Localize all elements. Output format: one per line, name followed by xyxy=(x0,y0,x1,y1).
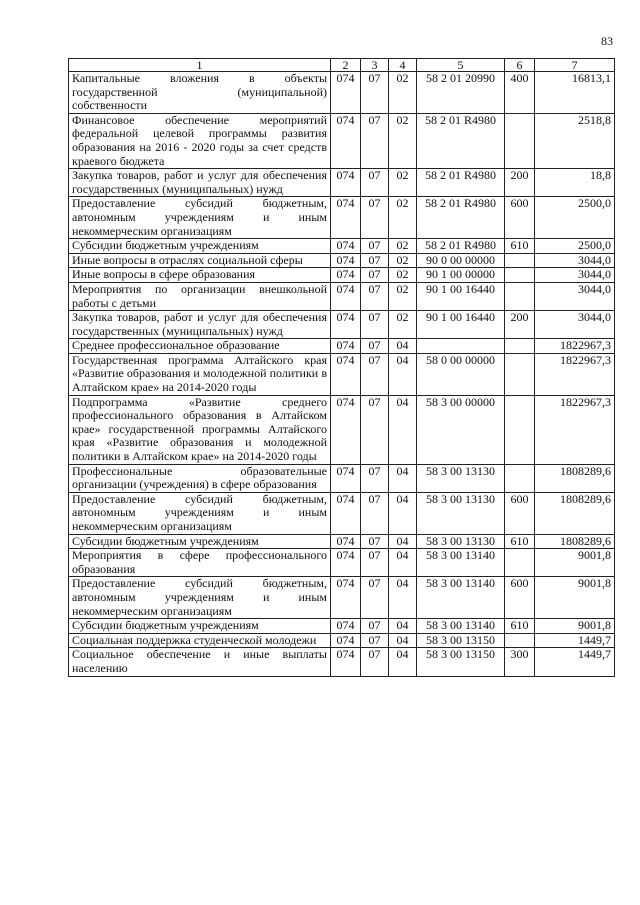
target-article-code: 58 3 00 13140 xyxy=(417,619,505,634)
subsection-code: 02 xyxy=(389,72,417,114)
item-name: Мероприятия в сфере профессионального образования xyxy=(69,549,331,577)
section-code: 07 xyxy=(361,549,389,577)
section-code: 07 xyxy=(361,72,389,114)
table-row xyxy=(69,534,615,549)
amount: 1822967,3 xyxy=(535,395,615,464)
expense-type-code xyxy=(505,633,535,648)
table-row xyxy=(69,464,615,492)
ministry-code: 074 xyxy=(331,268,361,283)
target-article-code: 58 0 00 00000 xyxy=(417,353,505,395)
section-code: 07 xyxy=(361,577,389,619)
subsection-code: 02 xyxy=(389,197,417,239)
ministry-code: 074 xyxy=(331,395,361,464)
table-row xyxy=(69,311,615,339)
amount: 1449,7 xyxy=(535,633,615,648)
ministry-code: 074 xyxy=(331,549,361,577)
subsection-code: 04 xyxy=(389,619,417,634)
target-article-code: 58 2 01 R4980 xyxy=(417,239,505,254)
section-code: 07 xyxy=(361,353,389,395)
expense-type-code: 600 xyxy=(505,492,535,534)
subsection-code: 02 xyxy=(389,268,417,283)
table-row xyxy=(69,648,615,676)
ministry-code: 074 xyxy=(331,197,361,239)
section-code: 07 xyxy=(361,282,389,310)
ministry-code: 074 xyxy=(331,72,361,114)
amount: 3044,0 xyxy=(535,268,615,283)
amount: 18,8 xyxy=(535,169,615,197)
item-name: Финансовое обеспечение мероприятий федеральной целевой программы развития образования на 2016 - 2020 годы за счет средств краевого бюджета xyxy=(69,113,331,168)
expense-type-code xyxy=(505,113,535,168)
section-code: 07 xyxy=(361,253,389,268)
target-article-code: 58 3 00 13140 xyxy=(417,549,505,577)
ministry-code: 074 xyxy=(331,619,361,634)
item-name: Субсидии бюджетным учреждениям xyxy=(69,619,331,634)
section-code: 07 xyxy=(361,268,389,283)
subsection-code: 02 xyxy=(389,311,417,339)
section-code: 07 xyxy=(361,311,389,339)
item-name: Государственная программа Алтайского края «Развитие образования и молодежной политики в Алтайском крае» на 2014-2020 годы xyxy=(69,353,331,395)
item-name: Иные вопросы в сфере образования xyxy=(69,268,331,283)
expense-type-code: 610 xyxy=(505,619,535,634)
amount: 1808289,6 xyxy=(535,464,615,492)
expense-type-code: 600 xyxy=(505,577,535,619)
header-row xyxy=(69,59,615,72)
section-code: 07 xyxy=(361,339,389,354)
expense-type-code: 200 xyxy=(505,311,535,339)
subsection-code: 04 xyxy=(389,577,417,619)
amount: 2500,0 xyxy=(535,239,615,254)
column-header: 1 xyxy=(69,59,331,72)
ministry-code: 074 xyxy=(331,239,361,254)
expense-type-code xyxy=(505,395,535,464)
subsection-code: 04 xyxy=(389,534,417,549)
amount: 3044,0 xyxy=(535,311,615,339)
column-header: 2 xyxy=(331,59,361,72)
target-article-code: 58 2 01 R4980 xyxy=(417,169,505,197)
table-row xyxy=(69,492,615,534)
section-code: 07 xyxy=(361,395,389,464)
expense-type-code xyxy=(505,268,535,283)
section-code: 07 xyxy=(361,239,389,254)
target-article-code: 58 3 00 13150 xyxy=(417,648,505,676)
item-name: Мероприятия по организации внешкольной работы с детьми xyxy=(69,282,331,310)
target-article-code: 58 2 01 20990 xyxy=(417,72,505,114)
target-article-code: 90 1 00 16440 xyxy=(417,311,505,339)
expense-type-code: 600 xyxy=(505,197,535,239)
target-article-code xyxy=(417,339,505,354)
amount: 9001,8 xyxy=(535,619,615,634)
page-number: 83 xyxy=(601,34,613,48)
column-header: 4 xyxy=(389,59,417,72)
target-article-code: 58 3 00 13130 xyxy=(417,534,505,549)
amount: 3044,0 xyxy=(535,253,615,268)
budget-table xyxy=(68,58,615,677)
table-row xyxy=(69,549,615,577)
amount: 1822967,3 xyxy=(535,339,615,354)
subsection-code: 04 xyxy=(389,549,417,577)
amount: 9001,8 xyxy=(535,549,615,577)
table-row xyxy=(69,72,615,114)
ministry-code: 074 xyxy=(331,339,361,354)
item-name: Субсидии бюджетным учреждениям xyxy=(69,239,331,254)
item-name: Капитальные вложения в объекты государственной (муниципальной) собственности xyxy=(69,72,331,114)
target-article-code: 90 1 00 00000 xyxy=(417,268,505,283)
table-row xyxy=(69,268,615,283)
subsection-code: 04 xyxy=(389,339,417,354)
table-row xyxy=(69,239,615,254)
expense-type-code xyxy=(505,464,535,492)
subsection-code: 02 xyxy=(389,113,417,168)
ministry-code: 074 xyxy=(331,169,361,197)
column-header: 5 xyxy=(417,59,505,72)
item-name: Закупка товаров, работ и услуг для обеспечения государственных (муниципальных) нужд xyxy=(69,169,331,197)
item-name: Профессиональные образовательные организации (учреждения) в сфере образования xyxy=(69,464,331,492)
section-code: 07 xyxy=(361,197,389,239)
expense-type-code: 200 xyxy=(505,169,535,197)
subsection-code: 04 xyxy=(389,492,417,534)
expense-type-code xyxy=(505,282,535,310)
section-code: 07 xyxy=(361,633,389,648)
ministry-code: 074 xyxy=(331,492,361,534)
item-name: Предоставление субсидий бюджетным, автономным учреждениям и иным некоммерческим организациям xyxy=(69,492,331,534)
expense-type-code: 610 xyxy=(505,239,535,254)
ministry-code: 074 xyxy=(331,253,361,268)
column-header: 6 xyxy=(505,59,535,72)
amount: 16813,1 xyxy=(535,72,615,114)
amount: 2500,0 xyxy=(535,197,615,239)
section-code: 07 xyxy=(361,464,389,492)
ministry-code: 074 xyxy=(331,464,361,492)
amount: 1449,7 xyxy=(535,648,615,676)
amount: 2518,8 xyxy=(535,113,615,168)
item-name: Закупка товаров, работ и услуг для обеспечения государственных (муниципальных) нужд xyxy=(69,311,331,339)
table-body xyxy=(69,72,615,677)
amount: 3044,0 xyxy=(535,282,615,310)
expense-type-code xyxy=(505,353,535,395)
item-name: Социальное обеспечение и иные выплаты населению xyxy=(69,648,331,676)
section-code: 07 xyxy=(361,619,389,634)
ministry-code: 074 xyxy=(331,282,361,310)
target-article-code: 58 2 01 R4980 xyxy=(417,197,505,239)
target-article-code: 58 3 00 00000 xyxy=(417,395,505,464)
target-article-code: 58 2 01 R4980 xyxy=(417,113,505,168)
item-name: Предоставление субсидий бюджетным, автономным учреждениям и иным некоммерческим организациям xyxy=(69,577,331,619)
amount: 1808289,6 xyxy=(535,492,615,534)
section-code: 07 xyxy=(361,169,389,197)
section-code: 07 xyxy=(361,648,389,676)
column-header: 7 xyxy=(535,59,615,72)
ministry-code: 074 xyxy=(331,311,361,339)
target-article-code: 58 3 00 13150 xyxy=(417,633,505,648)
item-name: Иные вопросы в отраслях социальной сферы xyxy=(69,253,331,268)
expense-type-code xyxy=(505,339,535,354)
ministry-code: 074 xyxy=(331,633,361,648)
expense-type-code: 400 xyxy=(505,72,535,114)
subsection-code: 04 xyxy=(389,353,417,395)
subsection-code: 04 xyxy=(389,648,417,676)
subsection-code: 02 xyxy=(389,253,417,268)
table-row xyxy=(69,577,615,619)
table-row xyxy=(69,113,615,168)
ministry-code: 074 xyxy=(331,648,361,676)
subsection-code: 04 xyxy=(389,395,417,464)
subsection-code: 04 xyxy=(389,633,417,648)
table-row xyxy=(69,253,615,268)
table-row xyxy=(69,197,615,239)
expense-type-code xyxy=(505,253,535,268)
table-row xyxy=(69,619,615,634)
ministry-code: 074 xyxy=(331,577,361,619)
amount: 1808289,6 xyxy=(535,534,615,549)
amount: 9001,8 xyxy=(535,577,615,619)
item-name: Субсидии бюджетным учреждениям xyxy=(69,534,331,549)
table-row xyxy=(69,353,615,395)
expense-type-code xyxy=(505,549,535,577)
section-code: 07 xyxy=(361,492,389,534)
table-row xyxy=(69,339,615,354)
item-name: Социальная поддержка студенческой молодежи xyxy=(69,633,331,648)
target-article-code: 90 0 00 00000 xyxy=(417,253,505,268)
subsection-code: 02 xyxy=(389,239,417,254)
section-code: 07 xyxy=(361,534,389,549)
target-article-code: 58 3 00 13130 xyxy=(417,492,505,534)
amount: 1822967,3 xyxy=(535,353,615,395)
target-article-code: 58 3 00 13130 xyxy=(417,464,505,492)
item-name: Среднее профессиональное образование xyxy=(69,339,331,354)
item-name: Подпрограмма «Развитие среднего профессионального образования в Алтайском крае» государственной программы Алтайского края «Развитие образования и молодежной политики в Алтайском крае» на 2014-2020 годы xyxy=(69,395,331,464)
ministry-code: 074 xyxy=(331,353,361,395)
item-name: Предоставление субсидий бюджетным, автономным учреждениям и иным некоммерческим организациям xyxy=(69,197,331,239)
table-row xyxy=(69,633,615,648)
ministry-code: 074 xyxy=(331,534,361,549)
subsection-code: 02 xyxy=(389,282,417,310)
subsection-code: 04 xyxy=(389,464,417,492)
section-code: 07 xyxy=(361,113,389,168)
table-row xyxy=(69,395,615,464)
table-row xyxy=(69,169,615,197)
column-header: 3 xyxy=(361,59,389,72)
target-article-code: 58 3 00 13140 xyxy=(417,577,505,619)
ministry-code: 074 xyxy=(331,113,361,168)
subsection-code: 02 xyxy=(389,169,417,197)
expense-type-code: 300 xyxy=(505,648,535,676)
target-article-code: 90 1 00 16440 xyxy=(417,282,505,310)
expense-type-code: 610 xyxy=(505,534,535,549)
table-row xyxy=(69,282,615,310)
